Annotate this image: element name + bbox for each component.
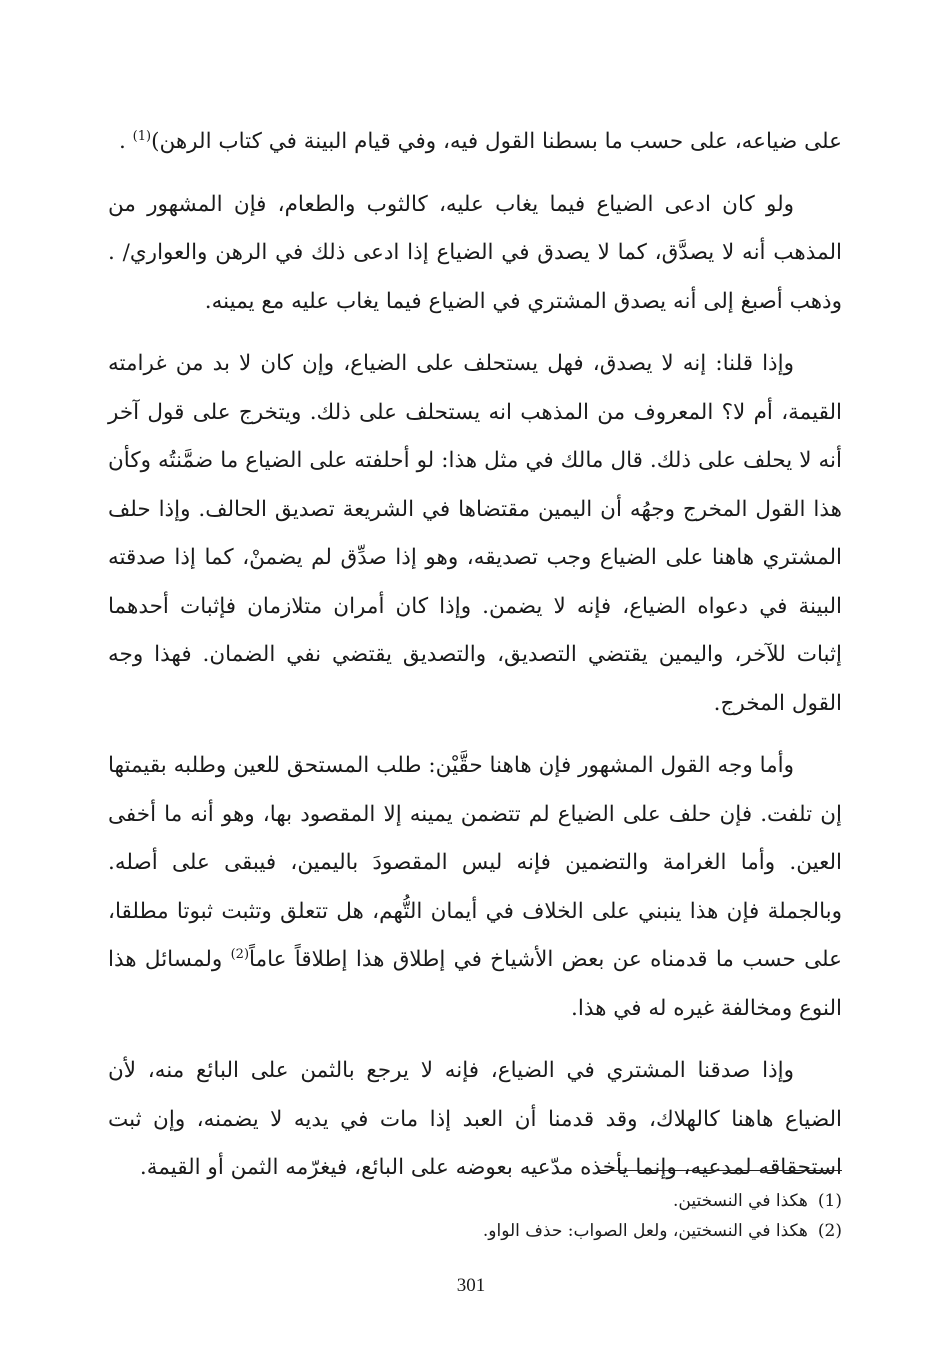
footnote-number: (1) [817,1191,842,1211]
paragraph-3 [108,340,842,728]
footnote-text: هكذا في النسختين. [673,1191,808,1211]
page-body [108,118,842,1207]
paragraph-text: وأما وجه القول المشهور فإن هاهنا حقَّيْن: طلب المستحق للعين وطلبه بقيمتها إن تلفت. فإن حلف على الضياع لم تتضمن يمينه إلا المقصود بها، وهو أنه ما أخفى العين. وأما الغرامة والتضمين فإنه ليس المقصودَ باليمين، فيبقى على أصله. وبالجملة فإن هذا ينبني على الخلاف في أيمان التُّهم، هل تتعلق وتثبت ثبوتا مطلقا، على حسب ما قدمناه عن بعض الأشياخ في إطلاق هذا إطلاقاً عاماً [108,753,842,972]
paragraph-2 [108,181,842,327]
paragraph-text: على ضياعه، على حسب ما بسطنا القول فيه، وفي قيام البينة في كتاب الرهن) [151,129,842,154]
footnote-2 [108,1216,842,1246]
paragraph-text: وإذا قلنا: إنه لا يصدق، فهل يستحلف على الضياع، وإن كان لا بد من غرامته القيمة، أم لا؟ المعروف من المذهب انه يستحلف على ذلك. ويتخرج على قول آخر أنه لا يحلف على ذلك. قال مالك في مثل هذا: لو أحلفته على الضياع ما ضمَّنتُه وكأن هذا القول المخرج وجهُه أن اليمين مقتضاها في الشريعة تصديق الحالف. وإذا حلف المشتري هاهنا على الضياع وجب تصديقه، وهو إذا صدِّق لم يضمنْ، كما إذا صدقته البينة في دعواه الضياع، فإنه لا يضمن. وإذا كان أمران متلازمان فإثبات أحدهما إثبات للآخر، واليمين يقتضي التصديق، والتصديق يقتضي نفي الضمان. فهذا وجه القول المخرج. [108,351,842,716]
footnote-1 [108,1186,842,1216]
footnote-ref-1[interactable]: (1) [132,128,152,144]
paragraph-text-tail: ولمسائل هذا النوع ومخالفة غيره له في هذا. [108,947,842,1021]
paragraph-1 [108,118,842,167]
footnotes [108,1186,842,1246]
paragraph-text-tail: . [118,129,133,154]
footnote-number: (2) [817,1221,842,1241]
page-number: 301 [456,1275,486,1296]
paragraph-4 [108,742,842,1033]
paragraph-text: ولو كان ادعى الضياع فيما يغاب عليه، كالثوب والطعام، فإن المشهور من المذهب أنه لا يصدَّق، كما لا يصدق في الضياع إذا ادعى ذلك في الرهن والعواري/ . وذهب أصبغ إلى أنه يصدق المشتري في الضياع فيما يغاب عليه مع يمينه. [108,191,842,314]
footnote-ref-2[interactable]: (2) [230,946,250,962]
paragraph-text: وإذا صدقنا المشتري في الضياع، فإنه لا يرجع بالثمن على البائع منه، لأن الضياع هاهنا كالهلاك، وقد قدمنا أن العبد إذا مات في يديه لا يضمنه، وإن ثبت استحقاقه لمدعيه، وإنما يأخذه مدّعيه بعوضه على البائع، فيغرّمه الثمن أو القيمة. [108,1058,842,1180]
footnote-text: هكذا في النسختين، ولعل الصواب: حذف الواو. [482,1221,808,1241]
footnote-separator [598,1170,842,1171]
